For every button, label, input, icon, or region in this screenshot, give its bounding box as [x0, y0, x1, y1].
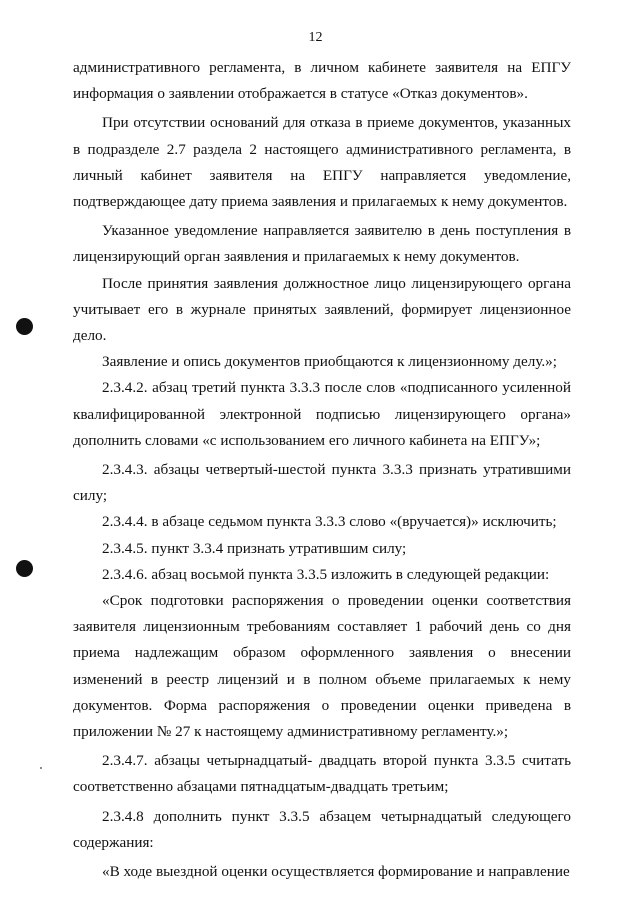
paragraph-14: «В ходе выездной оценки осуществляется формирование и направление	[102, 863, 570, 881]
paragraph-13: 2.3.4.8 дополнить пункт 3.3.5 абзацем четырнадцатый следующего содержания:	[73, 807, 571, 851]
paragraph-5: Заявление и опись документов приобщаются к лицензионному делу.»;	[102, 353, 557, 371]
paragraph-10: 2.3.4.6. абзац восьмой пункта 3.3.5 изложить в следующей редакции:	[102, 565, 550, 583]
binder-hole-mark-top	[16, 318, 33, 335]
paragraph-9: 2.3.4.5. пункт 3.3.4 признать утратившим силу;	[102, 539, 407, 557]
document-body	[73, 55, 571, 885]
scan-speck	[40, 767, 42, 769]
paragraph-1: административного регламента, в личном кабинете заявителя на ЕПГУ информация о заявлении отображается в статусе «Отказ документов».	[73, 59, 571, 103]
paragraph-7: 2.3.4.3. абзацы четвертый-шестой пункта 3.3.3 признать утратившими силу;	[73, 461, 571, 505]
paragraph-11: «Срок подготовки распоряжения о проведении оценки соответствия заявителя лицензионным требованиям составляет 1 рабочий день со дня приема надлежащим образом оформленного заявления о внесении изменений в реестр лицензий и в полном объеме прилагаемых к нему документов. Форма распоряжения о проведении оценки приведена в приложении № 27 к настоящему административному регламенту.»;	[73, 592, 571, 741]
page-number: 12	[308, 30, 323, 45]
paragraph-6: 2.3.4.2. абзац третий пункта 3.3.3 после слов «подписанного усиленной квалифицированной электронной подписью лицензирующего органа» дополнить словами «с использованием его личного кабинета на ЕПГУ»;	[73, 379, 571, 449]
paragraph-12: 2.3.4.7. абзацы четырнадцатый- двадцать второй пункта 3.3.5 считать соответственно абзацами пятнадцатым-двадцать третьим;	[73, 752, 571, 796]
paragraph-3: Указанное уведомление направляется заявителю в день поступления в лицензирующий орган заявления и прилагаемых к нему документов.	[73, 222, 571, 266]
paragraph-4: После принятия заявления должностное лицо лицензирующего органа учитывает его в журнале принятых заявлений, формирует лицензионное дело.	[73, 274, 571, 345]
binder-hole-mark-bottom	[16, 560, 33, 577]
paragraph-2: При отсутствии оснований для отказа в приеме документов, указанных в подразделе 2.7 раздела 2 настоящего административного регламента, в личный кабинет заявителя на ЕПГУ направляется уведомление, подтверждающее дату приема заявления и прилагаемых к нему документов.	[73, 114, 571, 211]
paragraph-8: 2.3.4.4. в абзаце седьмом пункта 3.3.3 слово «(вручается)» исключить;	[102, 513, 557, 531]
